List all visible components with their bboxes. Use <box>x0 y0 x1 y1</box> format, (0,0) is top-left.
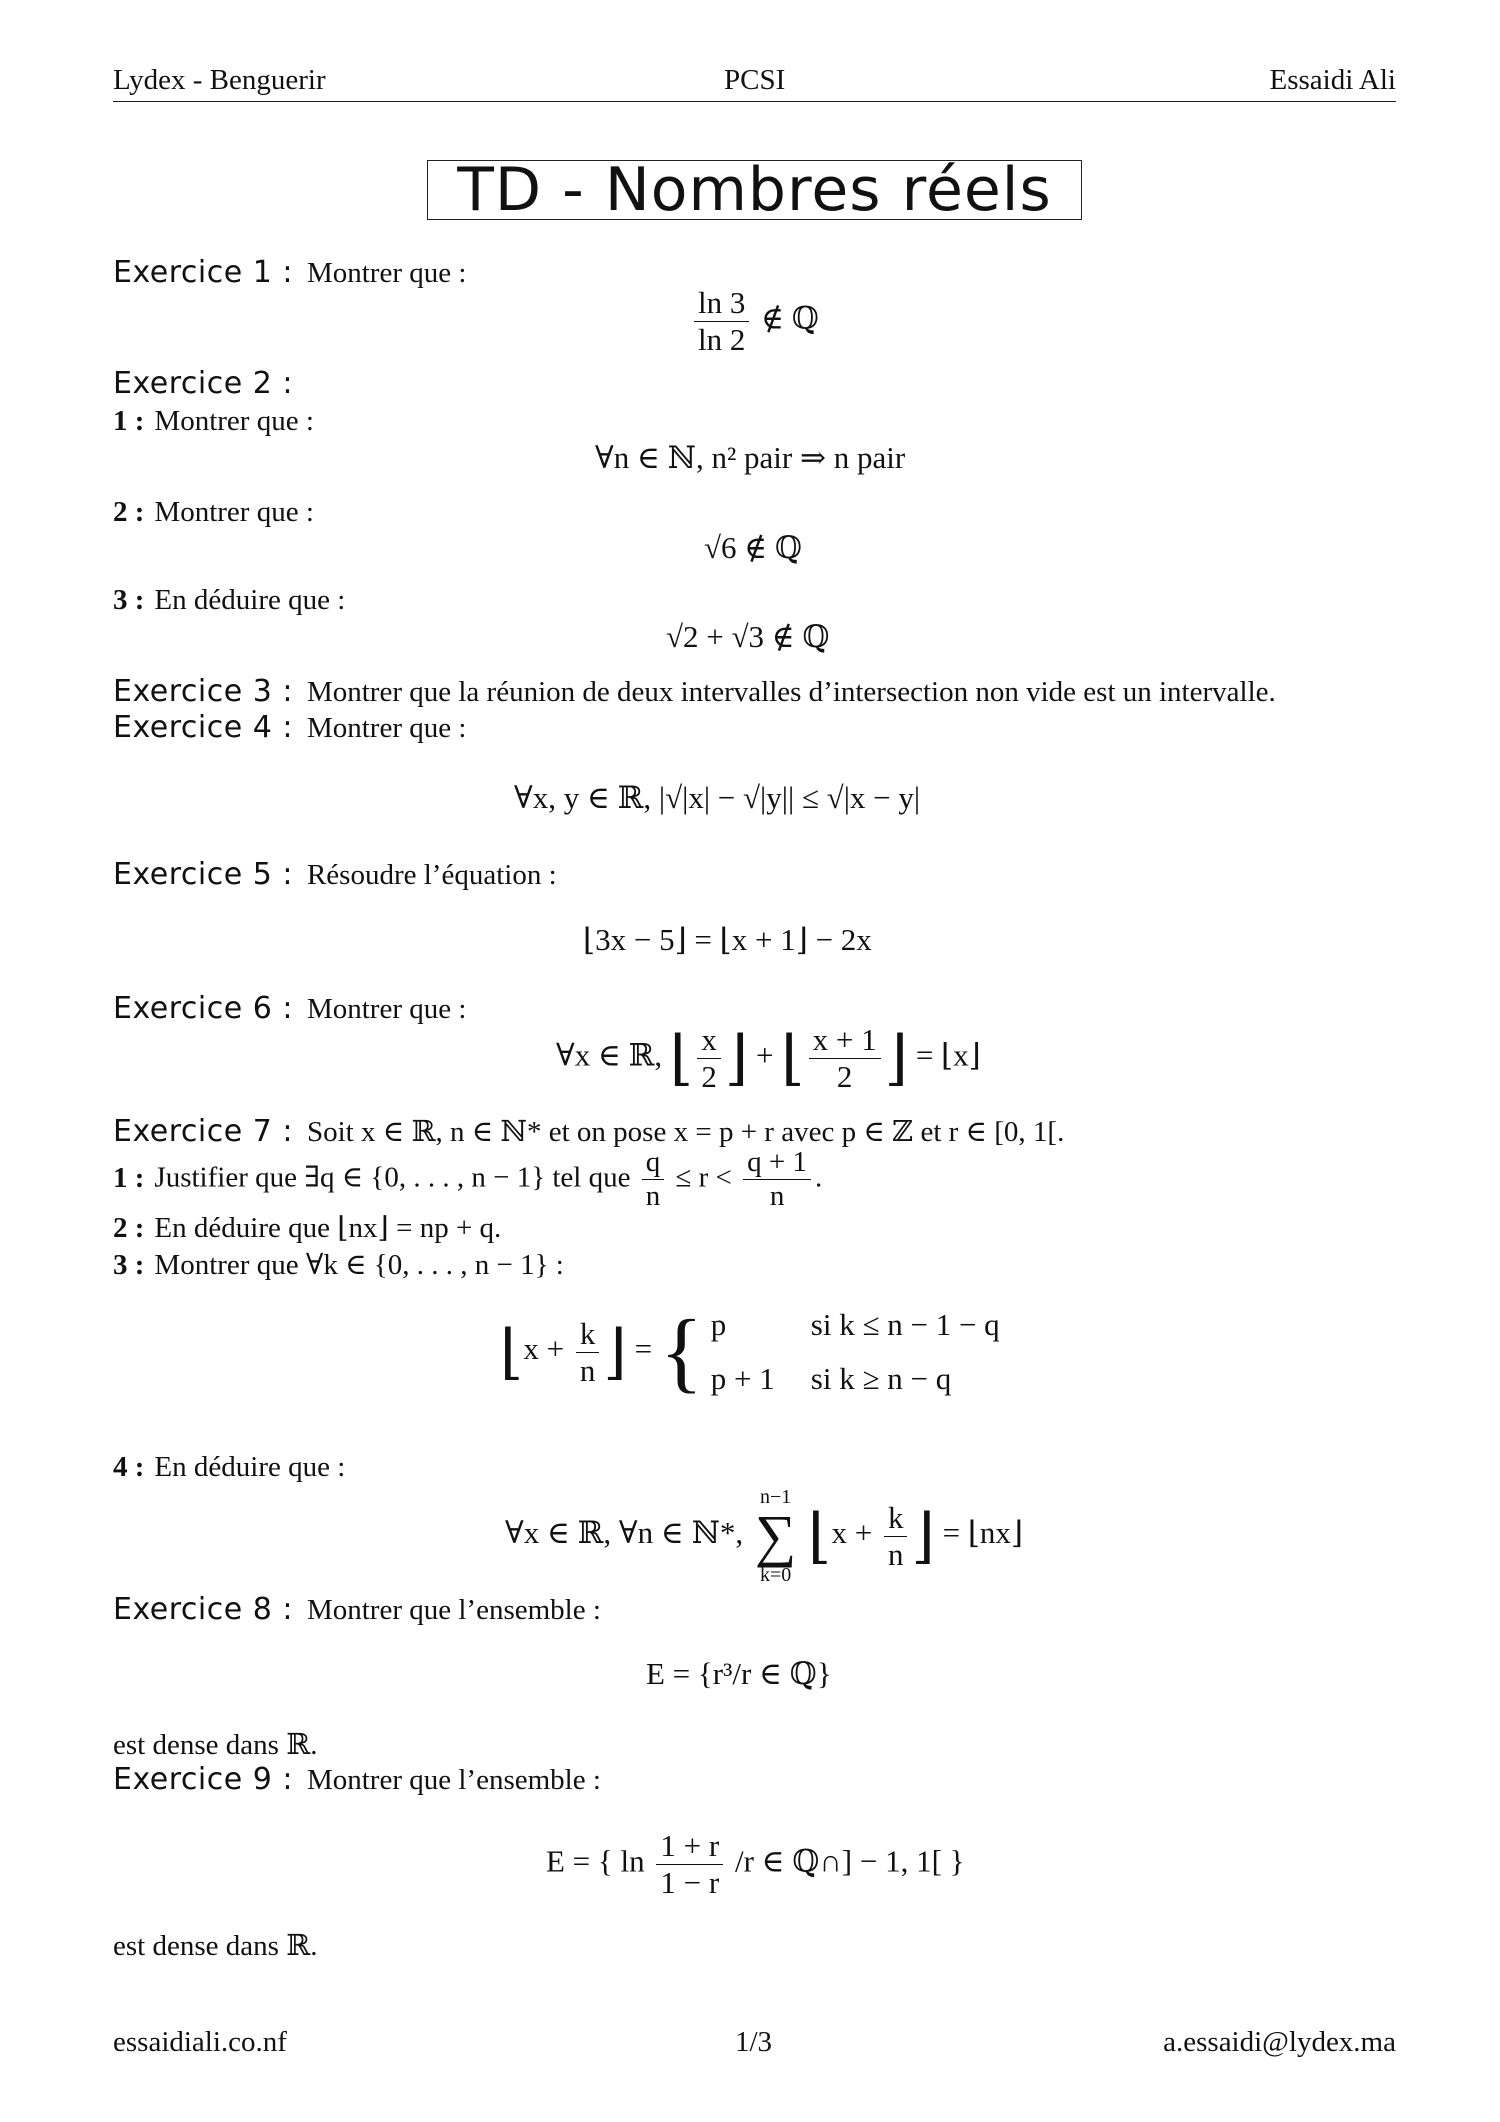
exercise-8-text: Montrer que l’ensemble : <box>306 1594 601 1626</box>
exercise-1-text: Montrer que : <box>306 257 467 289</box>
e6-suffix: = ⌊x⌋ <box>915 1037 981 1073</box>
exercise-5-text: Résoudre l’équation : <box>306 859 557 891</box>
e1-relation: ∉ ℚ <box>761 300 819 336</box>
exercise-1 <box>113 255 466 290</box>
e7-q1-f2-num: q + 1 <box>743 1146 811 1180</box>
e6-f2-den: 2 <box>836 1058 853 1094</box>
header-rule <box>113 101 1396 102</box>
e9-num: 1 + r <box>656 1828 723 1865</box>
exercise-7-text: Soit x ∈ ℝ, n ∈ ℕ* et on pose x = p + r avec p ∈ ℤ et r ∈ [0, 1[. <box>306 1116 1065 1148</box>
exercise-1-formula <box>690 285 819 357</box>
exercise-6-text: Montrer que : <box>306 993 467 1025</box>
e2-q3-label: 3 : <box>113 584 145 616</box>
exercise-5 <box>113 857 557 892</box>
exercise-5-formula: ⌊3x − 5⌋ = ⌊x + 1⌋ − 2x <box>583 922 872 957</box>
e6-f2-num: x + 1 <box>809 1022 881 1059</box>
e7-q4-prefix: ∀x ∈ ℝ, ∀n ∈ ℕ*, <box>505 1515 744 1551</box>
exercise-9-label: Exercice 9 : <box>113 1762 293 1797</box>
e2-q1-formula: ∀n ∈ ℕ, n² pair ⇒ n pair <box>595 440 906 475</box>
e7-q3-lhs-num: k <box>576 1316 600 1353</box>
e7-q4-formula: ∀x ∈ ℝ, ∀n ∈ ℕ*, n−1 ∑ k=0 ⌊x + $\frac{k}{n}$ ⌋ = ⌊nx⌋ <box>505 1486 1024 1586</box>
e7-q1-label: 1 : <box>113 1161 145 1194</box>
e7-q4-rhs: = ⌊nx⌋ <box>942 1515 1024 1551</box>
e7-q1-end: . <box>815 1161 823 1194</box>
exercise-8-label: Exercice 8 : <box>113 1592 293 1627</box>
e7-q3-text: Montrer que ∀k ∈ {0, . . . , n − 1} : <box>154 1249 564 1281</box>
e6-f1-den: 2 <box>701 1058 717 1094</box>
e7-q1-f2-den: n <box>769 1180 785 1213</box>
e7-q2-text: En déduire que ⌊nx⌋ = np + q. <box>154 1212 502 1244</box>
footer-right: a.essaidi@lydex.ma <box>1163 2026 1396 2058</box>
e1-numerator: ln 3 <box>694 285 749 322</box>
exercise-8 <box>113 1592 601 1627</box>
exercise-4 <box>113 710 466 745</box>
e2-q3-text: En déduire que : <box>154 584 346 616</box>
exercise-3-label: Exercice 3 : <box>113 674 293 709</box>
exercise-7 <box>113 1114 1064 1149</box>
header-right: Essaidi Ali <box>1269 64 1396 96</box>
header-left: Lydex - Benguerir <box>113 64 326 96</box>
e7-q3-formula: ⌊x + $\frac{k}{n}$ ⌋ = { p si k ≤ n − 1 − q p + 1 si k ≥ n − q <box>500 1298 1000 1406</box>
footer-page-number: 1/3 <box>735 2026 773 2058</box>
e2-q1-text: Montrer que : <box>154 405 314 437</box>
e1-denominator: ln 2 <box>698 321 746 357</box>
exercise-6-label: Exercice 6 : <box>113 991 293 1026</box>
e6-f1-num: x <box>697 1022 721 1059</box>
header-center: PCSI <box>724 64 786 96</box>
exercise-7-label: Exercice 7 : <box>113 1114 293 1149</box>
e7-q3-cases <box>711 1298 1000 1406</box>
exercise-7-q1 <box>113 1146 822 1214</box>
e2-q2-text: Montrer que : <box>154 496 314 528</box>
e2-q1-label: 1 : <box>113 405 145 437</box>
e9-post: /r ∈ ℚ∩] − 1, 1[ } <box>734 1843 965 1879</box>
e7-q4-inner-den: n <box>887 1536 904 1572</box>
exercise-2-q3 <box>113 584 345 617</box>
e7-q3-label: 3 : <box>113 1249 145 1281</box>
e7-q3-case1-cond: si k ≤ n − 1 − q <box>810 1307 1000 1342</box>
exercise-3 <box>113 674 1276 709</box>
exercise-7-q2 <box>113 1210 501 1245</box>
exercise-2-q2 <box>113 496 314 529</box>
e7-q3-case2-cond: si k ≥ n − q <box>810 1361 952 1396</box>
exercise-7-q4 <box>113 1451 345 1484</box>
exercise-9-formula <box>546 1828 965 1900</box>
e7-q3-case2-val: p + 1 <box>710 1361 775 1396</box>
exercise-9 <box>113 1762 601 1797</box>
e7-q3-lhs-den: n <box>579 1352 596 1388</box>
exercise-3-text: Montrer que la réunion de deux intervalles d’intersection non vide est un intervalle. <box>306 676 1276 708</box>
sum-upper: n−1 <box>759 1486 792 1508</box>
exercise-4-text: Montrer que : <box>306 712 467 744</box>
exercise-8-formula: E = {r³/r ∈ ℚ} <box>646 1656 832 1691</box>
e9-den: 1 − r <box>660 1864 720 1900</box>
e7-q4-inner-pre: x + <box>831 1515 873 1551</box>
e7-q3-case1-val: p <box>710 1307 727 1342</box>
footer-left: essaidiali.co.nf <box>113 2026 287 2058</box>
e7-q1-text: Justifier que ∃q ∈ {0, . . . , n − 1} tel que <box>154 1161 631 1194</box>
e7-q1-f1-num: q <box>642 1146 665 1180</box>
sum-lower: k=0 <box>759 1564 792 1586</box>
exercise-4-formula: ∀x, y ∈ ℝ, |√|x| − √|y|| ≤ √|x − y| <box>514 780 921 815</box>
e7-q4-inner-num: k <box>884 1500 908 1537</box>
e2-q2-label: 2 : <box>113 496 145 528</box>
e7-q4-text: En déduire que : <box>154 1451 346 1483</box>
e7-q1-mid: ≤ r < <box>675 1161 732 1194</box>
e7-q1-f1-den: n <box>645 1180 661 1213</box>
exercise-1-label: Exercice 1 : <box>113 255 293 290</box>
sum-symbol: n−1 ∑ k=0 <box>754 1486 797 1586</box>
exercise-2-label: Exercice 2 : <box>113 366 293 401</box>
exercise-2-q1 <box>113 405 314 438</box>
exercise-9-text: Montrer que l’ensemble : <box>306 1764 601 1796</box>
e9-pre: E = { ln <box>546 1843 645 1879</box>
exercise-6-formula: ∀x ∈ ℝ, ⌊ $\frac{x}{2}$ ⌋ + ⌊ $\frac{x + 1}{2}$ ⌋ = ⌊x⌋ <box>556 1022 981 1094</box>
exercise-2 <box>113 366 307 401</box>
page-title: TD - Nombres réels <box>427 160 1082 220</box>
e2-q2-formula: √6 ∉ ℚ <box>704 530 802 565</box>
exercise-9-after: est dense dans ℝ. <box>113 1930 318 1962</box>
exercise-5-label: Exercice 5 : <box>113 857 293 892</box>
e7-q2-label: 2 : <box>113 1212 145 1244</box>
e6-prefix: ∀x ∈ ℝ, <box>556 1037 663 1073</box>
exercise-8-after: est dense dans ℝ. <box>113 1729 318 1761</box>
exercise-4-label: Exercice 4 : <box>113 710 293 745</box>
e7-q3-lhs-pre: x + <box>523 1331 565 1367</box>
exercise-6 <box>113 991 466 1026</box>
exercise-7-q3 <box>113 1247 564 1282</box>
e7-q4-label: 4 : <box>113 1451 145 1483</box>
e2-q3-formula: √2 + √3 ∉ ℚ <box>666 619 830 654</box>
